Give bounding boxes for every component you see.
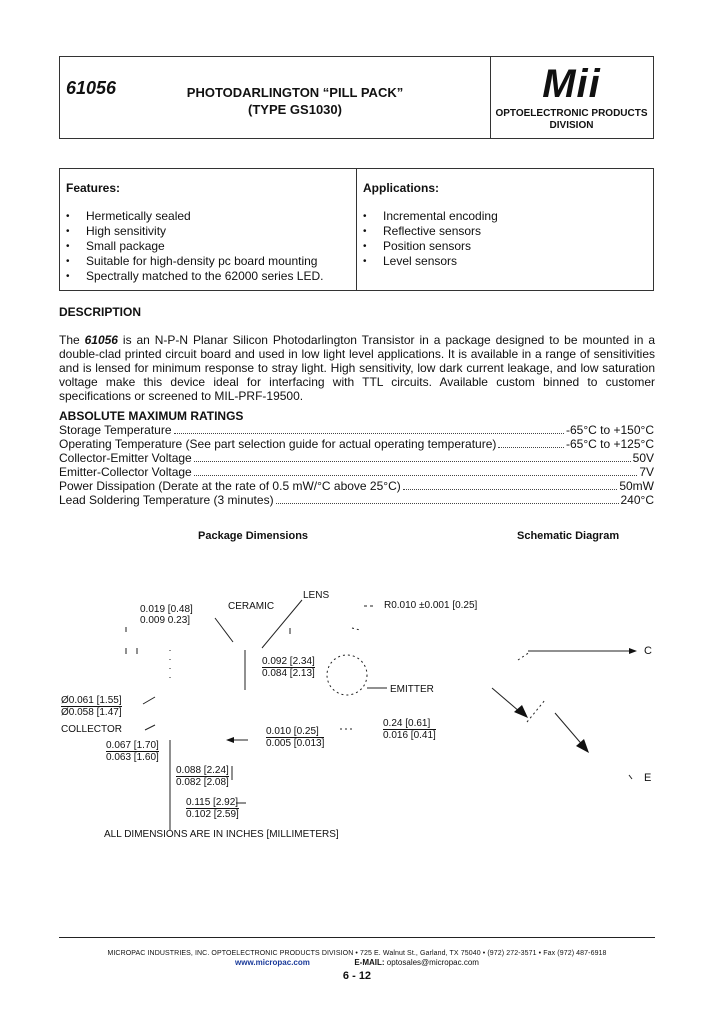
rating-label: Collector-Emitter Voltage xyxy=(59,451,192,465)
schematic-c-label: C xyxy=(644,645,652,657)
arrow-head xyxy=(226,737,234,743)
rating-value: 240°C xyxy=(620,493,654,507)
dim-label xyxy=(186,797,239,820)
title-line-1: PHOTODARLINGTON “PILL PACK” xyxy=(186,85,404,100)
dim-label xyxy=(262,656,315,679)
dim-text: 0.063 [1.60] xyxy=(106,752,159,763)
dim-text: 0.092 [2.34] xyxy=(262,656,315,667)
dim-label xyxy=(383,718,436,741)
application-item: • Position sensors xyxy=(363,239,498,254)
application-item: • Reflective sensors xyxy=(363,224,498,239)
footer-email[interactable]: optosales@micropac.com xyxy=(386,958,479,967)
rating-label: Storage Temperature xyxy=(59,423,172,437)
rating-label: Emitter-Collector Voltage xyxy=(59,465,192,479)
dim-label xyxy=(140,604,193,626)
footer-email-label: E-MAIL: xyxy=(354,958,385,967)
ceramic-leader xyxy=(215,618,233,642)
feature-item: • Hermetically sealed xyxy=(66,209,323,224)
feature-item: • Suitable for high-density pc board mounting xyxy=(66,254,323,269)
dim-text: 0.24 [0.61] xyxy=(383,718,436,730)
features-heading: Features: xyxy=(66,181,121,195)
rating-label: Operating Temperature (See part selection guide for actual operating temperature) xyxy=(59,437,497,451)
emitter-dash xyxy=(527,700,545,722)
dim-text: 0.016 [0.41] xyxy=(383,730,436,741)
dim-text: 0.115 [2.92] xyxy=(186,797,239,808)
collector-leader xyxy=(145,725,155,730)
dim-text: 0.084 [2.13] xyxy=(262,668,315,679)
dim-label xyxy=(176,765,229,788)
footer-website[interactable]: www.micropac.com xyxy=(235,958,310,967)
dim-label xyxy=(106,740,159,763)
dim-text: Ø0.058 [1.47] xyxy=(61,707,122,718)
feature-item: • Small package xyxy=(66,239,323,254)
dim-text: 0.019 [0.48] xyxy=(140,604,193,615)
dashed-lens xyxy=(352,628,360,630)
footer-company: MICROPAC INDUSTRIES, INC. OPTOELECTRONIC PRODUCTS DIVISION • 725 E. Walnut St., Garland, TX 75040 • (972) 272-3571 • Fax (972) 487-6918 xyxy=(107,950,607,957)
division-line-1: OPTOELECTRONIC PRODUCTS xyxy=(495,108,648,119)
dim-text: 0.088 [2.24] xyxy=(176,765,229,776)
c-arrow xyxy=(629,648,637,654)
schematic-heading: Schematic Diagram xyxy=(517,530,620,542)
ceramic-label: CERAMIC xyxy=(228,601,275,612)
part-number: 61056 xyxy=(66,78,117,98)
transistor-1 xyxy=(492,688,520,712)
feature-item: • High sensitivity xyxy=(66,224,323,239)
dim-text: Ø0.061 [1.55] xyxy=(61,695,122,706)
emitter-arrow-1 xyxy=(514,705,528,718)
dim-text: 0.010 [0.25] xyxy=(266,726,324,738)
dim-text: 0.102 [2.59] xyxy=(186,809,239,820)
dimensions-note: ALL DIMENSIONS ARE IN INCHES [MILLIMETERS] xyxy=(104,829,339,840)
lens-circle xyxy=(327,655,367,695)
radius-label: R0.010 ±0.001 [0.25] xyxy=(384,600,478,611)
dim-text: 0.005 [0.013] xyxy=(266,738,325,749)
dim-label xyxy=(266,726,324,749)
rating-value: -65°C to +125°C xyxy=(566,437,654,451)
ratings-heading: ABSOLUTE MAXIMUM RATINGS xyxy=(59,409,244,423)
emitter-arrow-2 xyxy=(576,739,589,753)
feature-item: • Spectrally matched to the 62000 series LED. xyxy=(66,269,323,284)
e-tick xyxy=(629,775,632,779)
dia-leader xyxy=(143,697,155,704)
collector-dash xyxy=(518,652,530,660)
rating-label: Power Dissipation (Derate at the rate of 0.5 mW/°C above 25°C) xyxy=(59,479,401,493)
description-heading: DESCRIPTION xyxy=(59,305,142,319)
description-body: is an N-P-N Planar Silicon Photodarlington Transistor in a package designed to be mounted in a double-clad printed circuit board and used in low light level applications. It is available in a range of sensitivities and is lensed for minimum response to stray light. High sensitivity, low dark current leakage, and low saturation voltage make this device ideal for interfacing with TTL circuits. Available custom binned to customer specifications or screened to MIL-PRF-19500. xyxy=(59,333,655,403)
dim-text: 0.067 [1.70] xyxy=(106,740,159,751)
description-part: 61056 xyxy=(84,333,118,347)
emitter-label: EMITTER xyxy=(390,684,434,695)
description-intro: The xyxy=(59,333,85,347)
lens-label: LENS xyxy=(303,590,330,601)
rating-label: Lead Soldering Temperature (3 minutes) xyxy=(59,493,274,507)
collector-label: COLLECTOR xyxy=(61,724,122,735)
footer-rule xyxy=(59,937,655,938)
application-item: • Level sensors xyxy=(363,254,498,269)
package-dimensions-heading: Package Dimensions xyxy=(198,530,309,542)
dim-text: 0.009 0.23] xyxy=(140,615,191,626)
dim-label xyxy=(61,695,122,718)
page-number: 6 - 12 xyxy=(342,970,372,982)
applications-heading: Applications: xyxy=(363,181,440,195)
schematic-e-label: E xyxy=(644,772,652,784)
rating-value: 50mW xyxy=(619,479,654,493)
rating-value: 50V xyxy=(632,451,654,465)
rating-value: 7V xyxy=(639,465,654,479)
title-line-2: (TYPE GS1030) xyxy=(248,102,342,117)
footer-contact xyxy=(59,958,655,968)
application-item: • Incremental encoding xyxy=(363,209,498,224)
mii-logo: Mii xyxy=(542,62,601,106)
division-line-2: DIVISION xyxy=(549,120,594,131)
dim-text: 0.082 [2.08] xyxy=(176,777,229,788)
rating-value: -65°C to +150°C xyxy=(566,423,654,437)
